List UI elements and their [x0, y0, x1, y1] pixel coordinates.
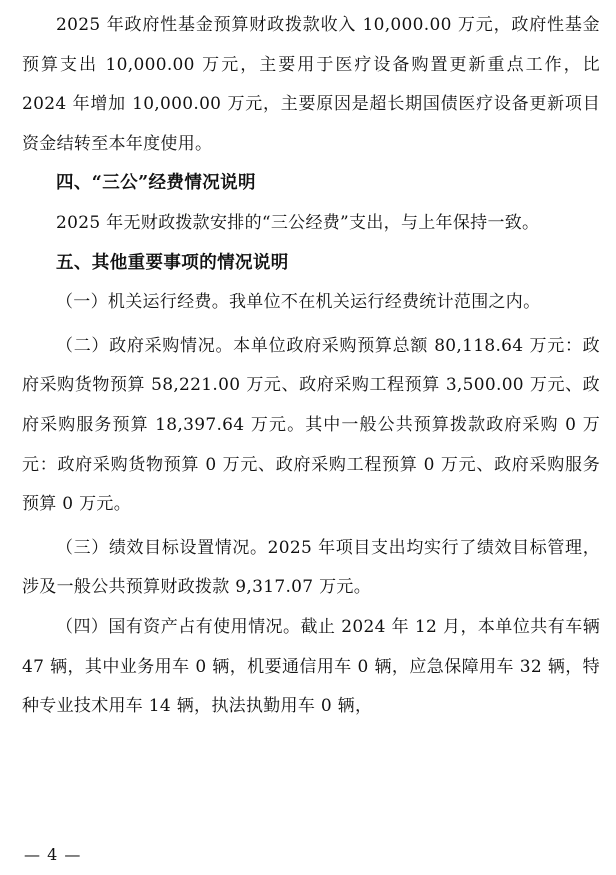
paragraph-government-procurement: （二）政府采购情况。本单位政府采购预算总额 80,118.64 万元：政府采购货物预算 58,221.00 万元、政府采购工程预算 3,500.00 万元、政府采购服务预算 18,397.64 万元。其中一般公共预算拨款政府采购 0 万元：政府采购货物预算 0 万元、政府采购工程预算 0 万元、政府采购服务预算 0 万元。	[22, 335, 600, 515]
paragraph-three-public-expenses: 2025 年无财政拨款安排的“三公经费”支出，与上年保持一致。	[56, 212, 540, 233]
heading-other-matters: 五、其他重要事项的情况说明	[56, 252, 289, 273]
document-body	[22, 6, 600, 727]
page-number: — 4 —	[24, 845, 82, 864]
paragraph-performance-goals: （三）绩效目标设置情况。2025 年项目支出均实行了绩效目标管理，涉及一般公共预算财政拨款 9,317.07 万元。	[22, 537, 600, 598]
heading-three-public-expenses: 四、“三公”经费情况说明	[56, 173, 256, 194]
paragraph-government-fund: 2025 年政府性基金预算财政拨款收入 10,000.00 万元，政府性基金预算支出 10,000.00 万元，主要用于医疗设备购置更新重点工作，比 2024 年增加 10,000.00 万元，主要原因是超长期国债医疗设备更新项目资金结转至本年度使用。	[22, 15, 600, 154]
paragraph-operating-expenses: （一）机关运行经费。我单位不在机关运行经费统计范围之内。	[56, 292, 541, 313]
paragraph-state-assets: （四）国有资产占有使用情况。截止 2024 年 12 月，本单位共有车辆 47 辆，其中业务用车 0 辆，机要通信用车 0 辆，应急保障用车 32 辆，特种专业技术用车 14 辆，执法执勤用车 0 辆，	[22, 616, 600, 717]
